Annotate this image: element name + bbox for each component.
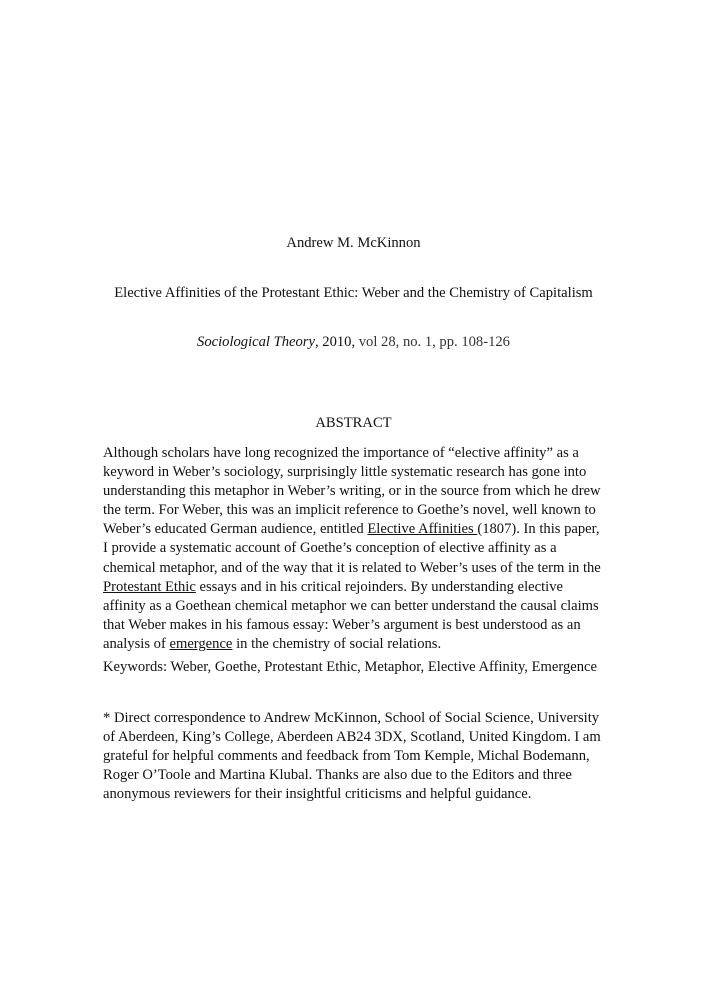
footnote: * Direct correspondence to Andrew McKinnon, School of Social Science, University of Aberdeen, King’s College, Aberdeen AB24 3DX, Scotland, United Kingdom. I am grateful for helpful comments and feedback from Tom Kemple, Michal Bodemann, Roger O’Toole and Martina Klubal. Thanks are also due to the Editors and three anonymous reviewers for their insightful criticisms and helpful guidance. [103,710,601,803]
journal-name: Sociological Theory [197,334,315,350]
emergence-ref: emergence [169,635,233,652]
paper-title: Elective Affinities of the Protestant Ethic: Weber and the Chemistry of Capitalism [114,285,593,301]
abstract-text-1: Although scholars have long recognized the importance of “elective affinity” as a keyword in Weber’s sociology, surprisingly little systematic research has gone into understanding this metaphor in Weber’s writing, or in the source from which he drew the term. For Weber, this was an implicit reference to Goethe’s novel, well known to Weber’s educated German audience, entitled [103,445,601,538]
citation [0,333,707,351]
author-name: Andrew M. McKinnon [286,235,421,251]
citation-year: , 2010, [314,334,356,350]
abstract-text-2: (1807). In this paper, I provide a systematic account of Goethe’s conception of elective affinity as a chemical metaphor, and of the way that it is related to Weber’s uses of the term in the [103,521,601,576]
abstract-heading: ABSTRACT [315,415,392,431]
keywords: Keywords: Weber, Goethe, Protestant Ethic, Metaphor, Elective Affinity, Emergence [103,659,597,675]
protestant-ethic-ref: Protestant Ethic [103,578,196,595]
citation-details: vol 28, no. 1, pp. 108-126 [355,334,510,350]
abstract-body [103,444,608,654]
abstract-text-4: in the chemistry of social relations. [232,635,442,652]
elective-affinities-ref: Elective Affinities [367,521,478,538]
abstract-text-3: essays and in his critical rejoinders. By understanding elective affinity as a Goethean chemical metaphor we can better understand the causal claims that Weber makes in his famous essay: Weber’s argument is best understood as an analysis of [103,578,599,652]
